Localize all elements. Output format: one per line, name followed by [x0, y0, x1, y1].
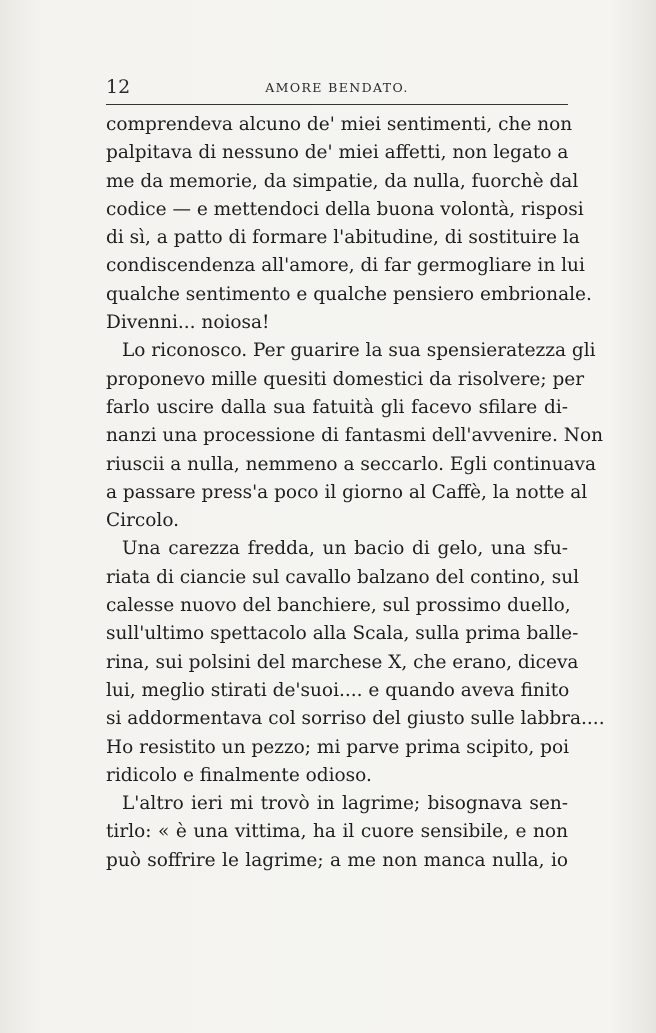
text-line: si addormentava col sorriso del giusto sulle labbra.... — [106, 708, 605, 730]
text-line: Divenni... noiosa! — [106, 312, 270, 334]
text-line: tirlo: « è una vittima, ha il cuore sensibile, e non — [106, 821, 568, 843]
running-title: AMORE BENDATO. — [265, 80, 409, 95]
text-line: Una carezza fredda, un bacio di gelo, una sfu- — [122, 538, 568, 560]
text-line: sull'ultimo spettacolo alla Scala, sulla prima balle- — [106, 623, 579, 645]
text-line: proponevo mille quesiti domestici da risolvere; per — [106, 368, 585, 390]
text-line: Circolo. — [106, 510, 180, 532]
text-line: codice — e mettendoci della buona volontà, risposi — [106, 198, 584, 220]
text-line: rina, sui polsini del marchese X, che erano, diceva — [106, 651, 579, 673]
text-line: riata di ciancie sul cavallo balzano del contino, sul — [106, 566, 580, 588]
page-number: 12 — [106, 76, 131, 98]
page-header — [106, 76, 568, 100]
header-rule — [106, 104, 568, 105]
text-line: L'altro ieri mi trovò in lagrime; bisognava sen- — [122, 793, 568, 815]
text-line: nanzi una processione di fantasmi dell'avvenire. Non — [106, 425, 604, 447]
text-line: ridicolo e finalmente odioso. — [106, 764, 372, 786]
text-line: a passare press'a poco il giorno al Caffè, la notte al — [106, 481, 588, 503]
text-line: può soffrire le lagrime; a me non manca nulla, io — [106, 849, 568, 871]
text-line: palpitava di nessuno de' miei affetti, non legato a — [106, 142, 569, 164]
text-line: riuscii a nulla, nemmeno a seccarlo. Egli continuava — [106, 453, 597, 475]
text-line: comprendeva alcuno de' miei sentimenti, che non — [106, 114, 573, 135]
text-line: lui, meglio stirati de'suoi.... e quando aveva finito — [106, 679, 570, 701]
text-line: me da memorie, da simpatie, da nulla, fuorchè dal — [106, 170, 579, 192]
text-line: farlo uscire dalla sua fatuità gli facevo sfilare di- — [106, 396, 568, 418]
text-line: di sì, a patto di formare l'abitudine, di sostituire la — [106, 227, 580, 249]
text-line: Ho resistito un pezzo; mi parve prima scipito, poi — [106, 736, 570, 758]
text-line: condiscendenza all'amore, di far germogliare in lui — [106, 255, 585, 277]
text-line: calesse nuovo del banchiere, sul prossimo duello, — [106, 595, 571, 617]
body-text — [106, 111, 605, 875]
text-line: Lo riconosco. Per guarire la sua spensieratezza gli — [122, 340, 596, 362]
text-line: qualche sentimento e qualche pensiero embrionale. — [106, 283, 592, 305]
